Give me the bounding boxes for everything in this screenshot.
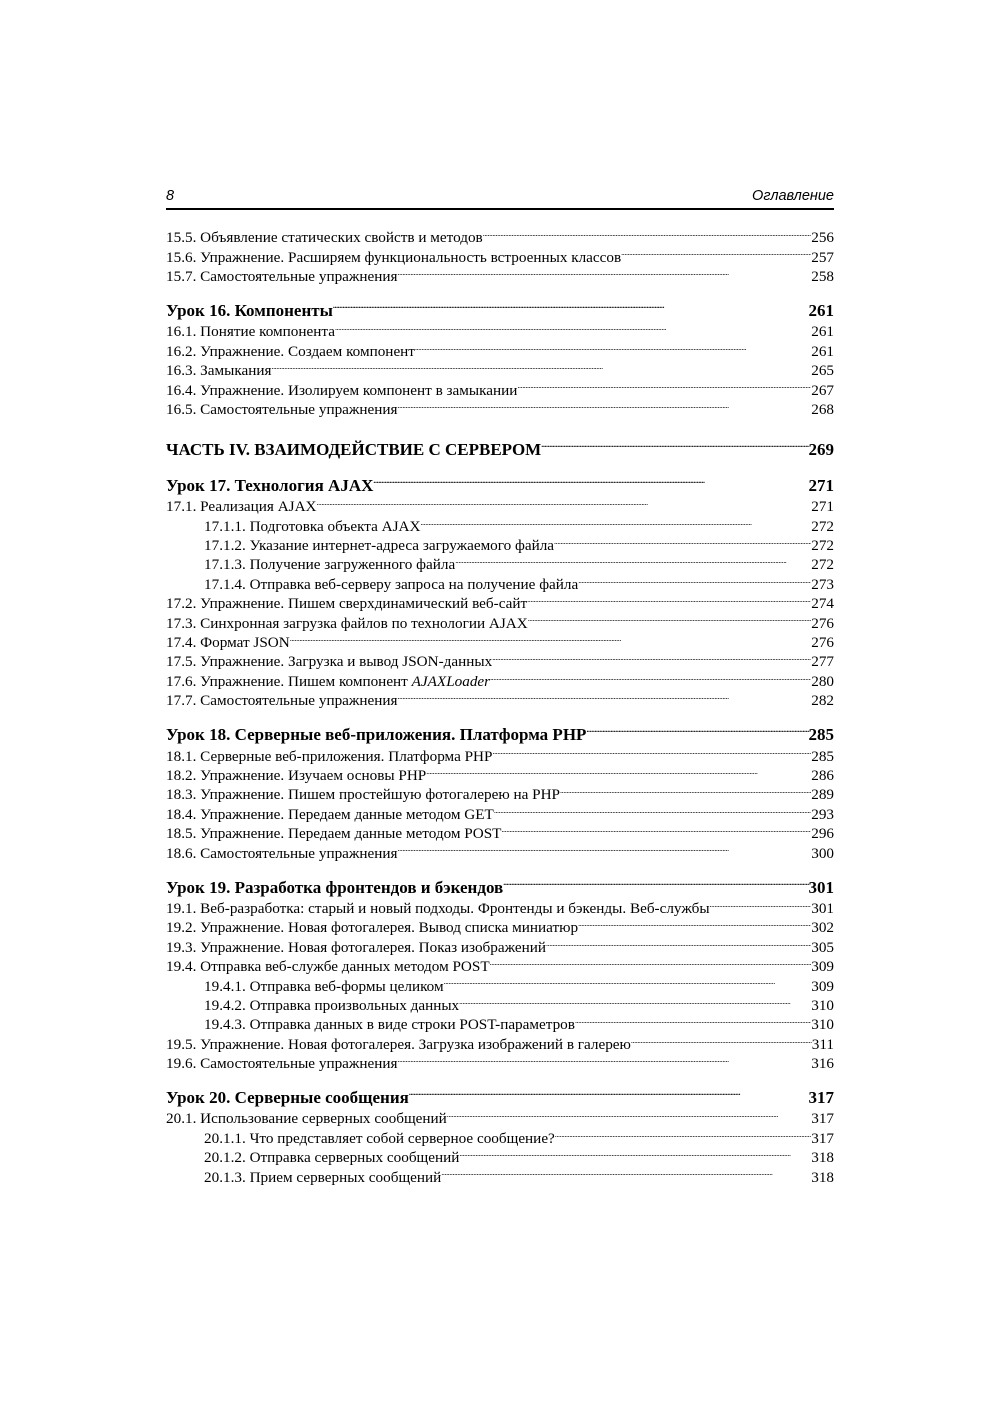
toc-entry-title: 17.1.4. Отправка веб-серверу запроса на получение файла xyxy=(204,575,579,593)
toc-section-entry[interactable] xyxy=(166,804,834,823)
toc-subsection-entry[interactable] xyxy=(166,1014,834,1033)
dot-leader xyxy=(710,898,812,913)
section-gap xyxy=(166,862,834,876)
dot-leader xyxy=(398,842,812,857)
toc-entry-title: 15.7. Самостоятельные упражнения xyxy=(166,267,398,285)
toc-page-number: 286 xyxy=(811,767,834,784)
toc-page-number: 282 xyxy=(811,692,834,710)
toc-entry-title: 17.3. Синхронная загрузка файлов по технологии AJAX xyxy=(166,614,528,632)
dot-leader xyxy=(586,723,808,740)
table-of-contents xyxy=(166,227,834,1186)
dot-leader xyxy=(554,535,811,550)
toc-section-entry[interactable] xyxy=(166,917,834,936)
dot-leader xyxy=(490,671,811,686)
toc-part-entry[interactable] xyxy=(166,438,834,460)
toc-entry-title: 19.6. Самостоятельные упражнения xyxy=(166,1055,398,1073)
toc-entry-title: Урок 20. Серверные сообщения xyxy=(166,1088,409,1108)
dot-leader xyxy=(490,956,812,971)
toc-section-entry[interactable] xyxy=(166,671,834,690)
toc-entry-title: 19.4. Отправка веб-службе данных методом POST xyxy=(166,958,490,976)
toc-page-number: 310 xyxy=(811,1016,834,1034)
toc-section-entry[interactable] xyxy=(166,246,834,265)
toc-entry-italic-term: AJAXLoader xyxy=(411,672,491,690)
dot-leader xyxy=(398,399,812,414)
toc-page-number: 305 xyxy=(811,938,834,956)
toc-entry-title: 20.1.2. Отправка серверных сообщений xyxy=(204,1149,460,1167)
toc-page-number: 271 xyxy=(808,476,834,496)
toc-entry-title: 17.1.1. Подготовка объекта AJAX xyxy=(204,517,421,535)
toc-page-number: 257 xyxy=(811,248,834,266)
toc-page-number: 258 xyxy=(811,267,834,285)
dot-leader xyxy=(271,360,811,375)
dot-leader xyxy=(575,1014,811,1029)
toc-page-number: 289 xyxy=(811,786,834,804)
toc-page-number: 317 xyxy=(808,1088,834,1108)
toc-page-number: 309 xyxy=(811,977,834,995)
toc-subsection-entry[interactable] xyxy=(166,1166,834,1185)
toc-section-entry[interactable] xyxy=(166,745,834,764)
toc-lesson-entry[interactable] xyxy=(166,876,834,898)
section-gap xyxy=(166,418,834,438)
toc-section-entry[interactable] xyxy=(166,765,834,784)
toc-entry-title: 19.4.3. Отправка данных в виде строки POST-параметров xyxy=(204,1016,575,1034)
toc-entry-title: 19.1. Веб-разработка: старый и новый подходы. Фронтенды и бэкенды. Веб-службы xyxy=(166,899,710,917)
dot-leader xyxy=(447,1108,811,1123)
dot-leader xyxy=(631,1034,812,1049)
toc-entry-title-group xyxy=(166,672,490,690)
toc-page-number: 316 xyxy=(811,1055,834,1073)
toc-entry-title: 17.1.3. Получение загруженного файла xyxy=(204,556,456,574)
toc-entry-title: 16.5. Самостоятельные упражнения xyxy=(166,400,398,418)
dot-leader xyxy=(459,995,811,1010)
dot-leader xyxy=(546,937,811,952)
toc-entry-title: Урок 18. Серверные веб-приложения. Платформа PHP xyxy=(166,725,587,745)
dot-leader xyxy=(398,266,812,281)
toc-page-number: 318 xyxy=(811,1168,834,1186)
toc-section-entry[interactable] xyxy=(166,842,834,861)
toc-page-number: 311 xyxy=(811,1035,834,1053)
toc-entry-title: 20.1. Использование серверных сообщений xyxy=(166,1110,447,1128)
toc-page-number: 296 xyxy=(811,825,834,843)
toc-page-number: 285 xyxy=(808,725,834,745)
toc-section-entry[interactable] xyxy=(166,321,834,340)
toc-entry-title: 18.1. Серверные веб-приложения. Платформа PHP xyxy=(166,747,493,765)
toc-section-entry[interactable] xyxy=(166,632,834,651)
toc-lesson-entry[interactable] xyxy=(166,474,834,496)
toc-subsection-entry[interactable] xyxy=(166,554,834,573)
toc-entry-title: 18.4. Упражнение. Передаем данные методом GET xyxy=(166,805,494,823)
toc-entry-title: 16.3. Замыкания xyxy=(166,362,272,380)
toc-lesson-entry[interactable] xyxy=(166,299,834,321)
running-title: Оглавление xyxy=(752,188,834,204)
dot-leader xyxy=(398,690,812,705)
toc-entry-title: Урок 16. Компоненты xyxy=(166,301,333,321)
dot-leader xyxy=(555,1128,811,1143)
toc-subsection-entry[interactable] xyxy=(166,995,834,1014)
section-gap xyxy=(166,709,834,723)
toc-entry-title: 19.3. Упражнение. Новая фотогалерея. Показ изображений xyxy=(166,938,547,956)
dot-leader xyxy=(441,1166,811,1181)
dot-leader xyxy=(333,299,809,316)
toc-page-number: 267 xyxy=(811,381,834,399)
dot-leader xyxy=(409,1086,809,1103)
dot-leader xyxy=(541,438,808,455)
toc-section-entry[interactable] xyxy=(166,823,834,842)
toc-page-number: 261 xyxy=(811,323,834,341)
dot-leader xyxy=(317,496,812,511)
toc-page-number: 276 xyxy=(811,634,834,652)
toc-page-number: 317 xyxy=(811,1129,834,1147)
toc-section-entry[interactable] xyxy=(166,612,834,631)
dot-leader xyxy=(517,379,811,394)
toc-entry-title: 20.1.3. Прием серверных сообщений xyxy=(204,1168,442,1186)
dot-leader xyxy=(503,876,808,893)
toc-page-number: 274 xyxy=(811,595,834,613)
dot-leader xyxy=(621,246,811,261)
toc-entry-title: 17.1.2. Указание интернет-адреса загружаемого файла xyxy=(204,537,555,555)
toc-section-entry[interactable] xyxy=(166,399,834,418)
toc-section-entry[interactable] xyxy=(166,360,834,379)
toc-entry-title: 19.2. Упражнение. Новая фотогалерея. Вывод списка миниатюр xyxy=(166,919,579,937)
toc-entry-title: 18.5. Упражнение. Передаем данные методом POST xyxy=(166,825,502,843)
toc-subsection-entry[interactable] xyxy=(166,1147,834,1166)
toc-entry-title: 15.5. Объявление статических свойств и методов xyxy=(166,229,483,247)
toc-page-number: 268 xyxy=(811,400,834,418)
section-gap xyxy=(166,1072,834,1086)
toc-page-number: 276 xyxy=(811,614,834,632)
dot-leader xyxy=(415,341,811,356)
toc-page-number: 271 xyxy=(811,498,834,516)
toc-section-entry[interactable] xyxy=(166,690,834,709)
toc-page-number: 273 xyxy=(811,575,834,593)
toc-entry-title: 19.4.1. Отправка веб-формы целиком xyxy=(204,977,444,995)
dot-leader xyxy=(492,745,811,760)
toc-section-entry[interactable] xyxy=(166,1034,834,1053)
dot-leader xyxy=(527,593,811,608)
dot-leader xyxy=(494,804,811,819)
toc-subsection-entry[interactable] xyxy=(166,1128,834,1147)
toc-page-number: 309 xyxy=(811,958,834,976)
toc-subsection-entry[interactable] xyxy=(166,535,834,554)
dot-leader xyxy=(492,651,811,666)
toc-page-number: 269 xyxy=(808,440,834,460)
toc-page-number: 318 xyxy=(811,1149,834,1167)
toc-section-entry[interactable] xyxy=(166,937,834,956)
toc-entry-title: 19.5. Упражнение. Новая фотогалерея. Загрузка изображений в галерею xyxy=(166,1035,631,1053)
toc-entry-title: 17.4. Формат JSON xyxy=(166,634,290,652)
toc-section-entry[interactable] xyxy=(166,1053,834,1072)
toc-section-entry[interactable] xyxy=(166,379,834,398)
toc-page-number: 293 xyxy=(811,805,834,823)
toc-entry-title: 17.5. Упражнение. Загрузка и вывод JSON-данных xyxy=(166,653,493,671)
toc-section-entry[interactable] xyxy=(166,266,834,285)
toc-section-entry[interactable] xyxy=(166,593,834,612)
dot-leader xyxy=(528,612,812,627)
toc-entry-title: 18.6. Самостоятельные упражнения xyxy=(166,844,398,862)
toc-page-number: 265 xyxy=(811,362,834,380)
toc-entry-title: 19.4.2. Отправка произвольных данных xyxy=(204,996,460,1014)
dot-leader xyxy=(444,975,812,990)
section-gap xyxy=(166,460,834,474)
dot-leader xyxy=(578,574,811,589)
toc-entry-title: 18.2. Упражнение. Изучаем основы PHP xyxy=(166,767,427,784)
toc-section-entry[interactable] xyxy=(166,1108,834,1127)
toc-subsection-entry[interactable] xyxy=(166,516,834,535)
toc-page-number: 285 xyxy=(811,747,834,765)
toc-page-number: 317 xyxy=(811,1110,834,1128)
dot-leader xyxy=(398,1053,812,1068)
toc-entry-title: 17.6. Упражнение. Пишем компонент xyxy=(166,672,412,690)
dot-leader xyxy=(335,321,811,336)
toc-entry-title: 15.6. Упражнение. Расширяем функциональность встроенных классов xyxy=(166,248,622,266)
toc-page-number: 310 xyxy=(811,996,834,1014)
dot-leader xyxy=(459,1147,811,1162)
toc-lesson-entry[interactable] xyxy=(166,723,834,745)
toc-section-entry[interactable] xyxy=(166,227,834,246)
dot-leader xyxy=(290,632,812,647)
dot-leader xyxy=(373,474,808,491)
toc-page-number: 256 xyxy=(811,229,834,247)
page-header xyxy=(166,188,834,210)
toc-entry-title: ЧАСТЬ IV. ВЗАИМОДЕЙСТВИЕ С СЕРВЕРОМ xyxy=(166,440,542,460)
page-number: 8 xyxy=(166,188,175,204)
dot-leader xyxy=(455,554,811,569)
toc-subsection-entry[interactable] xyxy=(166,975,834,994)
toc-lesson-entry[interactable] xyxy=(166,1086,834,1108)
toc-page-number: 301 xyxy=(808,877,834,897)
toc-entry-title: Урок 19. Разработка фронтендов и бэкендов xyxy=(166,877,504,897)
toc-section-entry[interactable] xyxy=(166,496,834,515)
toc-entry-title: Урок 17. Технология AJAX xyxy=(166,476,374,496)
toc-entry-title: 16.4. Упражнение. Изолируем компонент в замыкании xyxy=(166,381,518,399)
toc-page-number: 280 xyxy=(811,672,834,690)
toc-entry-title: 20.1.1. Что представляет собой серверное сообщение? xyxy=(204,1129,555,1147)
toc-section-entry[interactable] xyxy=(166,784,834,803)
dot-leader xyxy=(483,227,811,242)
toc-page-number: 302 xyxy=(811,919,834,937)
toc-entry-title: 17.7. Самостоятельные упражнения xyxy=(166,692,398,710)
toc-page-number: 272 xyxy=(811,537,834,555)
toc-entry-title: 17.1. Реализация AJAX xyxy=(166,498,317,516)
dot-leader xyxy=(578,917,811,932)
dot-leader xyxy=(560,784,811,799)
toc-page-number: 261 xyxy=(811,342,834,360)
toc-section-entry[interactable] xyxy=(166,341,834,360)
section-gap xyxy=(166,285,834,299)
toc-page-number: 277 xyxy=(811,653,834,671)
toc-page-number: 272 xyxy=(811,556,834,574)
toc-entry-title: 16.2. Упражнение. Создаем компонент xyxy=(166,342,415,360)
toc-subsection-entry[interactable] xyxy=(166,574,834,593)
toc-section-entry[interactable] xyxy=(166,898,834,917)
toc-section-entry[interactable] xyxy=(166,651,834,670)
toc-entry-title: 16.1. Понятие компонента xyxy=(166,323,335,341)
toc-page-number: 300 xyxy=(811,844,834,862)
toc-page-number: 301 xyxy=(811,899,834,917)
toc-page-number: 272 xyxy=(811,517,834,535)
dot-leader xyxy=(426,765,811,780)
dot-leader xyxy=(501,823,811,838)
dot-leader xyxy=(420,516,811,531)
toc-entry-title: 17.2. Упражнение. Пишем сверхдинамический веб-сайт xyxy=(166,595,528,613)
toc-page-number: 261 xyxy=(808,301,834,321)
toc-entry-title: 18.3. Упражнение. Пишем простейшую фотогалерею на PHP xyxy=(166,786,561,804)
toc-section-entry[interactable] xyxy=(166,956,834,975)
